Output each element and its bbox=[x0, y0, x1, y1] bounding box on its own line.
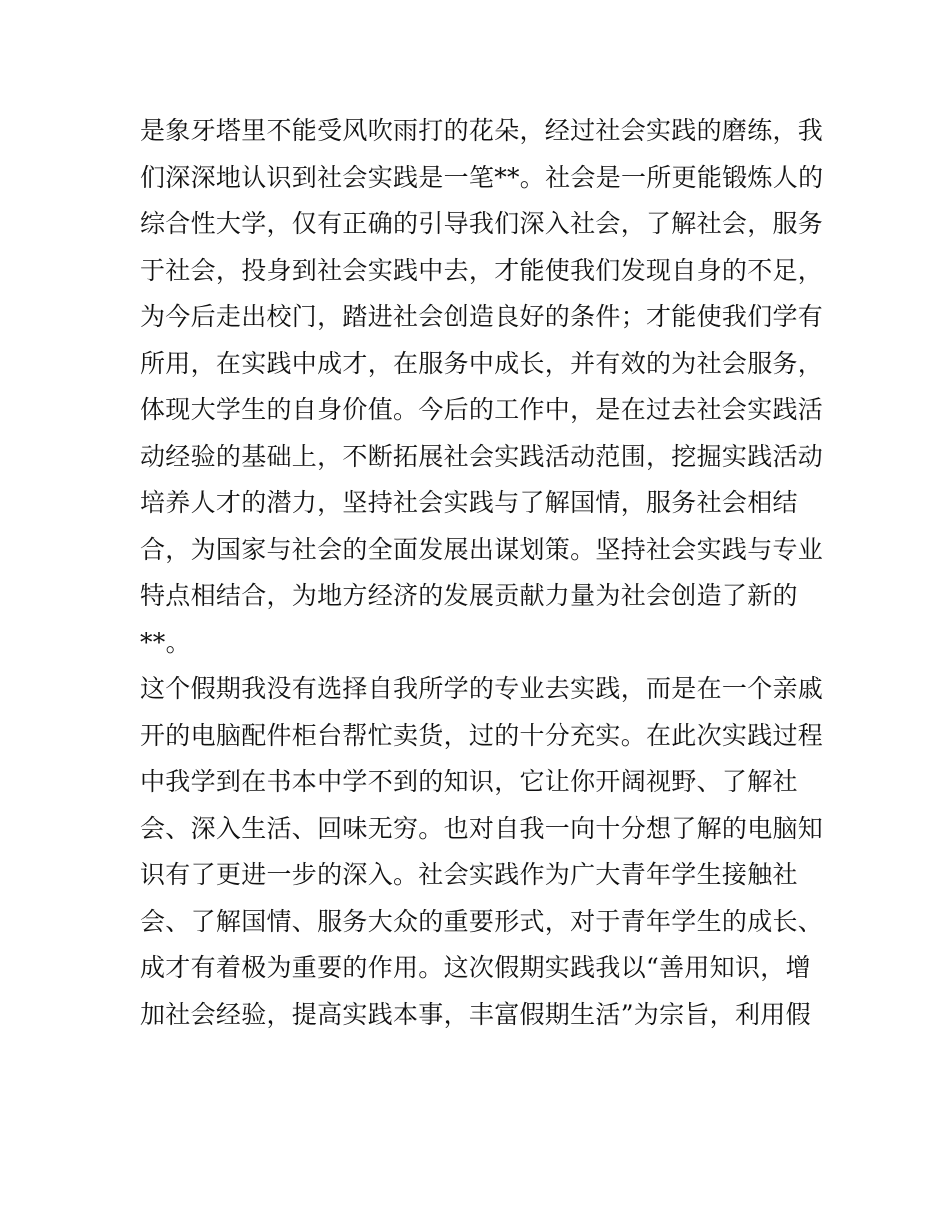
text-line: 中我学到在书本中学不到的知识，它让你开阔视野、了解社 bbox=[140, 767, 798, 796]
text-line: 所用，在实践中成才，在服务中成长，并有效的为社会服务， bbox=[140, 348, 824, 378]
text-line: 体现大学生的自身价值。今后的工作中，是在过去社会实践活 bbox=[140, 395, 824, 424]
text-line: 综合性大学，仅有正确的引导我们深入社会，了解社会，服务 bbox=[140, 209, 824, 238]
text-line: 为今后走出校门，踏进社会创造良好的条件；才能使我们学有 bbox=[140, 302, 824, 331]
text-line: 成才有着极为重要的作用。这次假期实践我以“善用知识，增 bbox=[140, 953, 811, 982]
text-line: 们深深地认识到社会实践是一笔**。社会是一所更能锻炼人的 bbox=[140, 162, 824, 192]
text-line: 是象牙塔里不能受风吹雨打的花朵，经过社会实践的磨练，我 bbox=[140, 116, 824, 145]
text-line: 加社会经验，提高实践本事，丰富假期生活”为宗旨，利用假 bbox=[140, 999, 811, 1029]
text-line: 于社会，投身到社会实践中去，才能使我们发现自身的不足， bbox=[140, 255, 824, 285]
text-line: 特点相结合，为地方经济的发展贡献力量为社会创造了新的 bbox=[140, 581, 798, 610]
text-line: **。 bbox=[140, 627, 191, 657]
text-line: 这个假期我没有选择自我所学的专业去实践，而是在一个亲戚 bbox=[140, 674, 824, 703]
text-line: 动经验的基础上，不断拓展社会实践活动范围，挖掘实践活动 bbox=[140, 441, 824, 471]
text-line: 会、了解国情、服务大众的重要形式，对于青年学生的成长、 bbox=[140, 906, 824, 936]
text-line: 开的电脑配件柜台帮忙卖货，过的十分充实。在此次实践过程 bbox=[140, 720, 824, 750]
body-text bbox=[140, 108, 824, 1038]
text-line: 识有了更进一步的深入。社会实践作为广大青年学生接触社 bbox=[140, 860, 798, 889]
text-line: 会、深入生活、回味无穷。也对自我一向十分想了解的电脑知 bbox=[140, 813, 824, 843]
text-line: 合，为国家与社会的全面发展出谋划策。坚持社会实践与专业 bbox=[140, 534, 824, 564]
text-line: 培养人才的潜力，坚持社会实践与了解国情，服务社会相结 bbox=[140, 488, 798, 517]
